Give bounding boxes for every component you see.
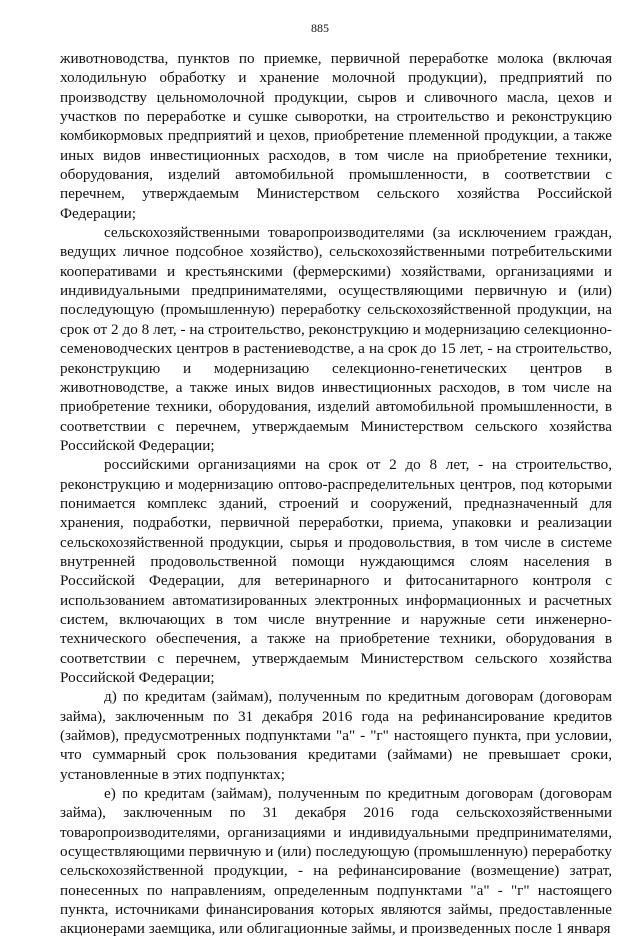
page-number: 885 [311,21,329,35]
paragraph-continuation: животноводства, пунктов по приемке, первичной переработке молока (включая холодильную обработку и хранение молочной продукции), предприятий по производству цельномолочной продукции, сыров и сливочного масла, цехов и участков по переработке и сушке сыворотки, на строительство и реконструкцию комбикормовых предприятий и цехов, приобретение племенной продукции, а также иных видов инвестиционных расходов, в том числе на приобретение техники, оборудования, изделий автомобильной промышленности, в соответствии с перечнем, утверждаемым Министерством сельского хозяйства Российской Федерации; [60,50,612,222]
paragraph-subitem-e: е) по кредитам (займам), полученным по кредитным договорам (договорам займа), заключенным по 31 декабря 2016 года сельскохозяйственными товаропроизводителями, организациями и индивидуальными предпринимателями, осуществляющими первичную и (или) последующую (промышленную) переработку сельскохозяйственной продукции, - на рефинансирование (возмещение) затрат, понесенных по направлениям, определенным подпунктами "а" - "г" настоящего пункта, источниками финансирования которых являются займы, предоставленные акционерами заемщика, или облигационные займы, и произведенных после 1 января [60,785,612,938]
paragraph-russian-organizations: российскими организациями на срок от 2 до 8 лет, - на строительство, реконструкцию и модернизацию оптово-распределительных центров, под которыми понимается комплекс зданий, строений и сооружений, предназначенный для хранения, подработки, первичной переработки, приема, упаковки и реализации сельскохозяйственной продукции, сырья и продовольствия, в том числе в системе внутренней продовольственной помощи нуждающимся слоям населения в Российской Федерации, для ветеринарного и фитосанитарного контроля с использованием автоматизированных электронных информационных и расчетных систем, включающих в том числе внутренние и наружные сети инженерно-технического обеспечения, а также на приобретение техники, оборудования в соответствии с перечнем, утверждаемым Министерством сельского хозяйства Российской Федерации; [60,456,612,686]
body-text [60,49,612,939]
paragraph-subitem-d: д) по кредитам (займам), полученным по кредитным договорам (договорам займа), заключенным по 31 декабря 2016 года на рефинансирование кредитов (займов), предусмотренных подпунктами "а" - "г" настоящего пункта, при условии, что суммарный срок пользования кредитами (займами) не превышает сроки, установленные в этих подпунктах; [60,688,612,783]
paragraph-producers: сельскохозяйственными товаропроизводителями (за исключением граждан, ведущих личное подсобное хозяйство), сельскохозяйственными потребительскими кооперативами и крестьянскими (фермерскими) хозяйствами, организациями и индивидуальными предпринимателями, осуществляющими первичную и (или) последующую (промышленную) переработку сельскохозяйственной продукции, на срок от 2 до 8 лет, - на строительство, реконструкцию и модернизацию селекционно-семеноводческих центров в растениеводстве, а на срок до 15 лет, - на строительство, реконструкцию и модернизацию селекционно-генетических центров в животноводстве, а также иных видов инвестиционных расходов, в том числе на приобретение техники, оборудования, изделий автомобильной промышленности, в соответствии с перечнем, утверждаемым Министерством сельского хозяйства Российской Федерации; [60,224,612,454]
